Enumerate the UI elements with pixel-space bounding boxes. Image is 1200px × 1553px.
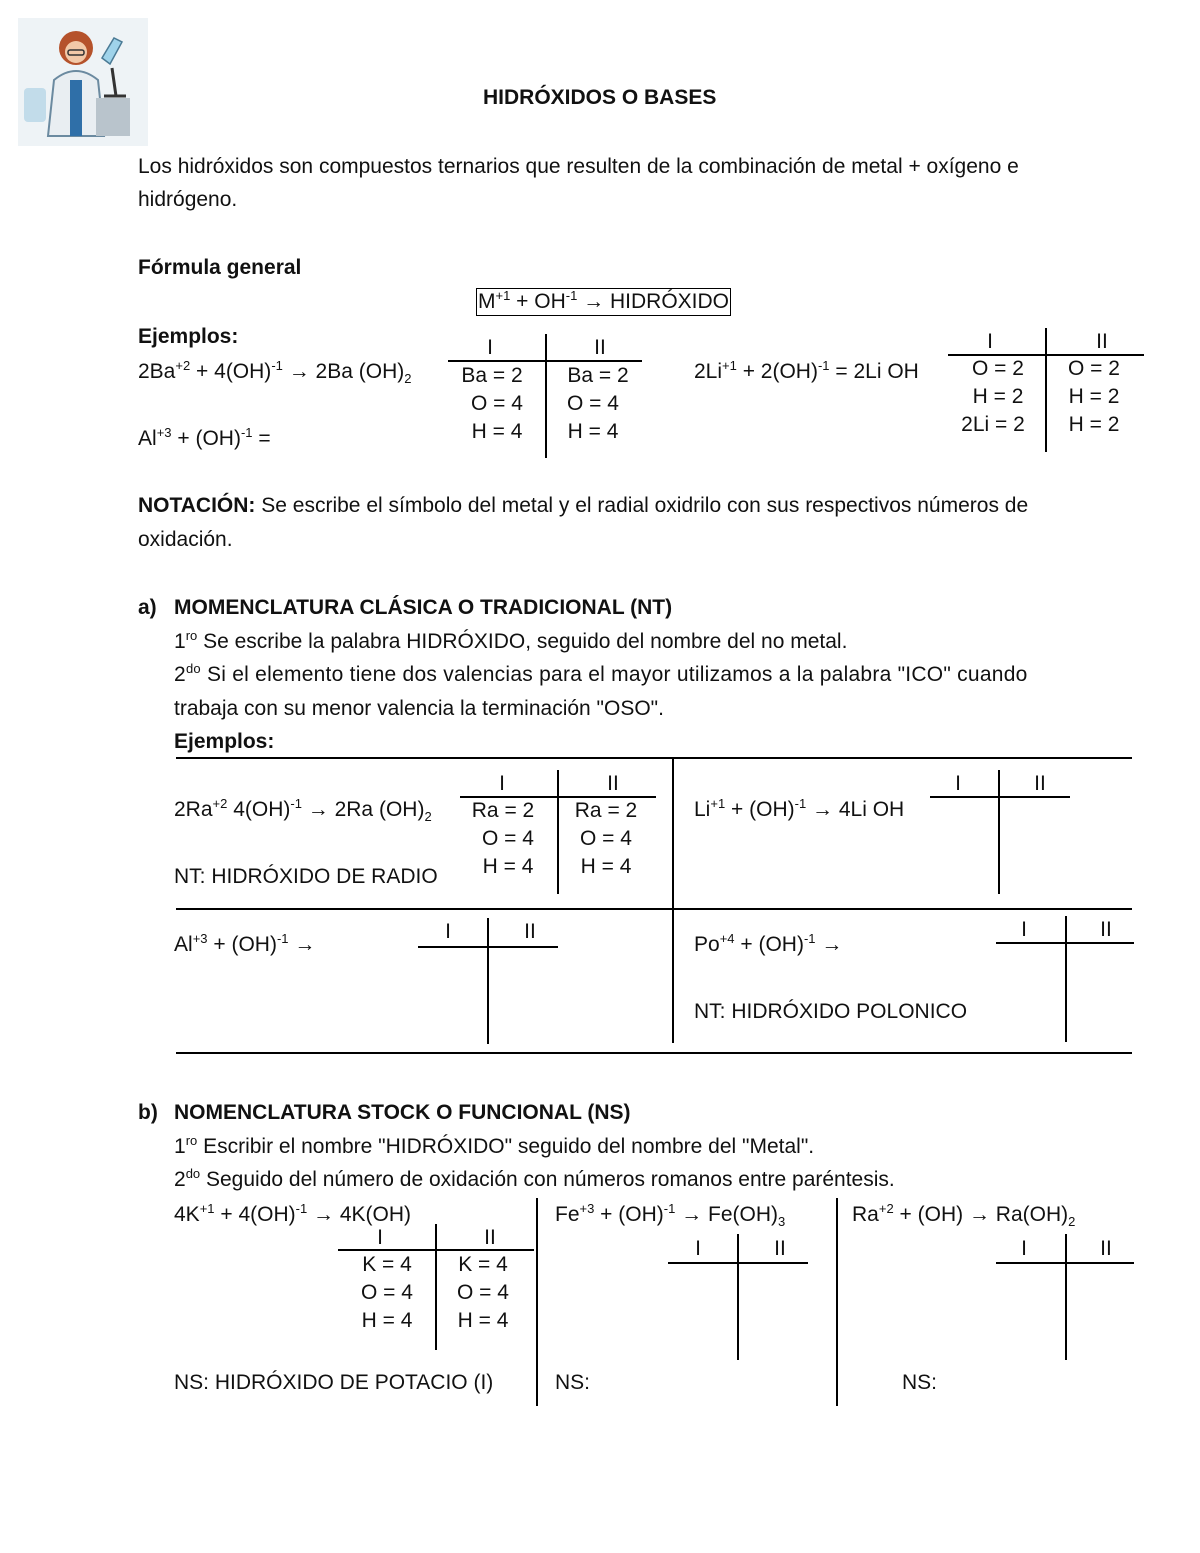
example-po: $Po^{+4} + (OH)^{-1}$ → — [694, 931, 843, 956]
table-cell: O = 4 — [580, 827, 632, 850]
grid-middle-rule — [176, 908, 1132, 910]
rule-b1: $1^{ro}$ Escribir el nombre "HIDRÓXIDO" seguido del nombre del "Metal". — [174, 1133, 815, 1158]
grid-top-rule — [176, 757, 1132, 759]
column-header: I — [1021, 1237, 1027, 1260]
example-k: $4K^{+1} + 4(OH)^{-1} \to 4K(OH)$ — [174, 1201, 412, 1226]
general-formula: $M^{+1} + OH^{-1}$ → HIDRÓXIDO — [476, 288, 731, 316]
table-cell: H = 4 — [361, 1309, 413, 1332]
column-header: I — [1021, 918, 1027, 941]
section-b-title: NOMENCLATURA STOCK O FUNCIONAL (NS) — [174, 1101, 631, 1124]
table-cell: H = 4 — [567, 420, 619, 443]
table-cell: H = 2 — [1068, 385, 1120, 408]
column-header: II — [607, 772, 619, 795]
table-cell: H = 2 — [972, 385, 1024, 408]
table-cell: Ra = 2 — [574, 799, 638, 822]
table-rule — [930, 796, 1070, 798]
table-divider — [1065, 916, 1067, 1042]
table-cell: K = 4 — [362, 1253, 412, 1276]
column-header: II — [1100, 1237, 1112, 1260]
grid-center-divider — [672, 757, 674, 1043]
rule-a1: $1^{ro}$ Se escribe la palabra HIDRÓXIDO, seguido del nombre del no metal. — [174, 628, 848, 653]
example-li-2: $Li^{+1} + (OH)^{-1} \to 4Li$ OH — [694, 796, 905, 821]
column-header: II — [1034, 772, 1046, 795]
formula-heading: Fórmula general — [138, 256, 302, 279]
example-al: $Al^{+3} + (OH)^{-1}$ = — [138, 425, 271, 450]
table-cell: H = 4 — [457, 1309, 509, 1332]
section-a-title: MOMENCLATURA CLÁSICA O TRADICIONAL (NT) — [174, 596, 673, 619]
table-cell: 2Li = 2 — [961, 413, 1025, 436]
table-divider — [1065, 1234, 1067, 1360]
section-b-letter: b) — [138, 1101, 158, 1124]
example-li: $2Li^{+1} + 2(OH)^{-1} = 2Li$ OH — [694, 358, 919, 383]
column-header: I — [487, 336, 493, 359]
column-header: I — [377, 1226, 383, 1249]
table-cell: O = 2 — [972, 357, 1024, 380]
page-title: HIDRÓXIDOS O BASES — [483, 86, 717, 109]
table-cell: O = 2 — [1068, 357, 1120, 380]
column-header: II — [594, 336, 606, 359]
column-header: I — [445, 920, 451, 943]
table-cell: O = 4 — [361, 1281, 413, 1304]
notation-line: NOTACIÓN: Se escribe el símbolo del metal y el radial oxidrilo con sus respectivos números de — [138, 494, 1029, 517]
scientist-illustration — [18, 18, 148, 146]
table-cell: O = 4 — [567, 392, 619, 415]
table-cell: O = 4 — [457, 1281, 509, 1304]
column-header: II — [1100, 918, 1112, 941]
ra2-ns-answer: NS: — [902, 1371, 938, 1394]
examples-a-heading: Ejemplos: — [174, 730, 275, 753]
column-header: I — [695, 1237, 701, 1260]
rule-a2: $2^{do}$ Si el elemento tiene dos valencias para el mayor utilizamos a la palabra "ICO" cuando — [174, 661, 1028, 686]
k-ns-answer: NS: HIDRÓXIDO DE POTACIO (I) — [174, 1371, 494, 1394]
column-header: I — [955, 772, 961, 795]
grid-bottom-rule — [176, 1052, 1132, 1054]
intro-line-1: Los hidróxidos son compuestos ternarios que resulten de la combinación de metal + oxígeno e — [138, 155, 1019, 178]
po-nt-answer: NT: HIDRÓXIDO POLONICO — [694, 1000, 968, 1023]
table-cell: H = 4 — [580, 855, 632, 878]
example-ra-2: $Ra^{+2} + (OH) \to Ra(OH)_2$ — [852, 1201, 1076, 1230]
example-al-2: $Al^{+3} + (OH)^{-1}$ → — [174, 931, 316, 956]
example-ba: $2Ba^{+2} + 4(OH)^{-1} \to 2Ba$ $(OH)_2$ — [138, 358, 412, 387]
column-divider-2 — [836, 1198, 838, 1406]
notation-line-2: oxidación. — [138, 528, 233, 551]
ra-nt-answer: NT: HIDRÓXIDO DE RADIO — [174, 865, 438, 888]
table-cell: Ba = 2 — [461, 364, 523, 387]
column-header: I — [499, 772, 505, 795]
table-divider — [998, 770, 1000, 894]
table-cell: O = 4 — [482, 827, 534, 850]
example-ra: $2Ra^{+2}$ 4(OH)$^{-1}$ → 2Ra $(OH)_2$ — [174, 796, 432, 825]
example-fe: $Fe^{+3} + (OH)^{-1} \to Fe(OH)_3$ — [555, 1201, 786, 1230]
table-cell: Ra = 2 — [471, 799, 535, 822]
table-cell: Ba = 2 — [567, 364, 629, 387]
column-header: II — [524, 920, 536, 943]
column-header: II — [774, 1237, 786, 1260]
table-cell: K = 4 — [458, 1253, 508, 1276]
table-divider — [737, 1234, 739, 1360]
table-divider — [487, 918, 489, 1044]
intro-line-2: hidrógeno. — [138, 188, 238, 211]
rule-b2: $2^{do}$ Seguido del número de oxidación con números romanos entre paréntesis. — [174, 1166, 895, 1191]
rule-a2-cont: trabaja con su menor valencia la terminación "OSO". — [174, 697, 664, 720]
fe-ns-answer: NS: — [555, 1371, 591, 1394]
table-cell: O = 4 — [471, 392, 523, 415]
table-cell: H = 4 — [482, 855, 534, 878]
section-a-letter: a) — [138, 596, 157, 619]
column-header: I — [987, 330, 993, 353]
examples-heading: Ejemplos: — [138, 325, 239, 348]
table-cell: H = 2 — [1068, 413, 1120, 436]
column-header: II — [484, 1226, 496, 1249]
column-header: II — [1096, 330, 1108, 353]
table-cell: H = 4 — [471, 420, 523, 443]
